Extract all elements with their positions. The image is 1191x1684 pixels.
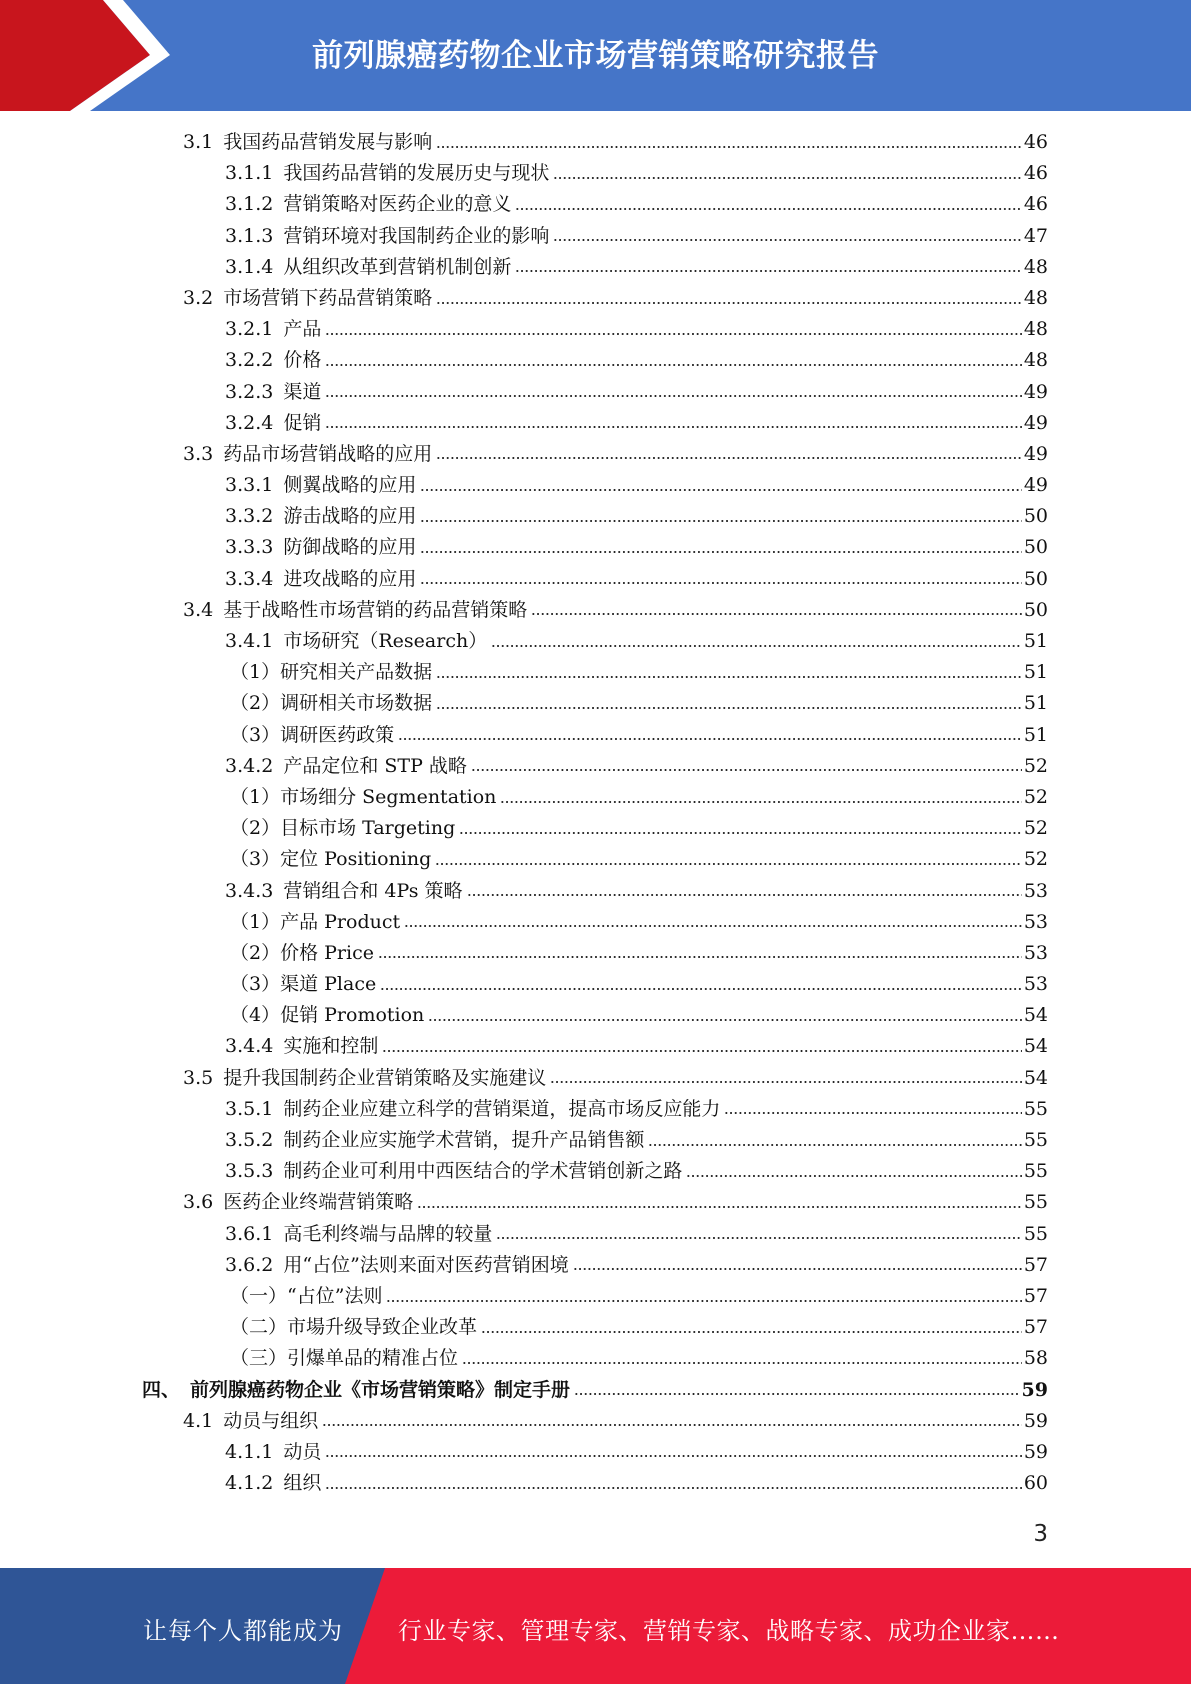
toc-entry-page: 51 [1023, 630, 1048, 652]
toc-entry-title: 用“占位”法则来面对医药营销困境 [283, 1253, 569, 1276]
toc-entry-number: 3.6 [183, 1191, 214, 1214]
toc-entry-title: 价格 [283, 349, 322, 372]
toc-entry-page: 54 [1023, 1035, 1048, 1058]
toc-dot-leader [325, 363, 1021, 367]
toc-dot-leader [500, 800, 1021, 804]
toc-entry[interactable] [0, 345, 1191, 376]
toc-entry-number: （4） [230, 1004, 281, 1027]
toc-entry-title: 从组织改革到营销机制创新 [283, 255, 512, 278]
toc-entry-number: 3.2.2 [225, 349, 274, 372]
toc-entry-number: 4.1 [183, 1409, 214, 1432]
toc-dot-leader [404, 924, 1022, 928]
toc-entry-number: 3.3.2 [225, 505, 274, 528]
toc-dot-leader [386, 1299, 1021, 1303]
toc-entry-page: 46 [1023, 162, 1048, 185]
toc-dot-leader [471, 768, 1022, 772]
toc-entry-title: 我国药品营销的发展历史与现状 [283, 162, 550, 185]
toc-entry-title: 营销环境对我国制药企业的影响 [283, 224, 550, 247]
toc-entry-page: 46 [1023, 193, 1048, 216]
toc-entry-number: 3.4.1 [225, 630, 274, 652]
toc-entry-page: 52 [1023, 754, 1048, 777]
toc-entry-number: 3.2 [183, 286, 214, 309]
toc-entry-title: 营销策略对医药企业的意义 [283, 193, 512, 216]
toc-entry-title: 市场营销下药品营销策略 [223, 286, 433, 309]
toc-entry-number: 3.5.3 [225, 1160, 274, 1183]
toc-entry-title: 促销 Promotion [280, 1004, 425, 1027]
toc-entry-title: 前列腺癌药物企业《市场营销策略》制定手册 [190, 1378, 571, 1401]
toc-entry-title: 基于战略性市场营销的药品营销策略 [223, 598, 528, 621]
toc-dot-leader [553, 238, 1021, 242]
toc-dot-leader [417, 1205, 1022, 1209]
toc-entry-title: 药品市场营销战略的应用 [223, 442, 433, 465]
toc-entry[interactable] [0, 158, 1191, 189]
toc-dot-leader [459, 831, 1022, 835]
toc-entry-page: 59 [1023, 1409, 1048, 1432]
toc-entry[interactable] [0, 1000, 1191, 1031]
toc-entry-number: 3.3.3 [225, 536, 274, 559]
toc-entry-page: 51 [1023, 723, 1048, 746]
toc-entry[interactable] [0, 907, 1191, 938]
toc-dot-leader [322, 1423, 1022, 1427]
toc-entry-page: 52 [1023, 848, 1048, 871]
toc-entry-number: 4.1.1 [225, 1440, 274, 1463]
toc-entry-number: 3.6.2 [225, 1253, 274, 1276]
toc-dot-leader [325, 1486, 1021, 1490]
toc-entry-title: 营销组合和 4Ps 策略 [283, 879, 463, 902]
toc-dot-leader [496, 1236, 1021, 1240]
toc-dot-leader [435, 862, 1022, 866]
toc-entry[interactable] [0, 1156, 1191, 1187]
toc-entry-page: 50 [1023, 536, 1048, 559]
toc-entry[interactable] [0, 408, 1191, 439]
toc-entry-number: 3.3 [183, 442, 214, 465]
toc-entry[interactable] [0, 876, 1191, 907]
toc-entry-number: （二） [230, 1316, 288, 1339]
toc-dot-leader [515, 269, 1021, 273]
toc-dot-leader [515, 207, 1021, 211]
toc-dot-leader [325, 332, 1021, 336]
toc-dot-leader [467, 893, 1022, 897]
toc-entry[interactable] [0, 751, 1191, 782]
toc-entry-number: 3.6.1 [225, 1222, 274, 1245]
toc-entry[interactable] [0, 969, 1191, 1000]
toc-entry-title: 价格 Price [280, 941, 374, 964]
toc-entry-page: 54 [1023, 1066, 1048, 1089]
toc-entry-page: 55 [1023, 1222, 1048, 1245]
toc-entry[interactable] [0, 314, 1191, 345]
toc-entry-title: 定位 Positioning [280, 848, 432, 871]
toc-entry-title: 市场细分 Segmentation [280, 785, 497, 808]
toc-entry[interactable] [0, 1187, 1191, 1218]
toc-entry-number: 3.1.1 [225, 162, 274, 185]
toc-entry[interactable] [0, 532, 1191, 563]
toc-entry[interactable] [0, 1063, 1191, 1094]
toc-entry-title: 促销 [283, 411, 322, 434]
toc-entry-number: （1） [230, 910, 281, 933]
toc-entry-title: 调研相关市场数据 [280, 692, 433, 715]
toc-dot-leader [531, 612, 1022, 616]
toc-entry-title: 防御战略的应用 [283, 536, 417, 559]
toc-entry[interactable] [0, 1312, 1191, 1343]
footer-slogan-right: 行业专家、管理专家、营销专家、战略专家、成功企业家…… [398, 1617, 1060, 1645]
toc-entry-title: 产品 [283, 318, 322, 341]
toc-entry-title: 市場升级导致企业改革 [287, 1316, 478, 1339]
toc-dot-leader [325, 1454, 1021, 1458]
toc-entry[interactable] [0, 1437, 1191, 1468]
toc-entry[interactable] [0, 564, 1191, 595]
footer-slogan-left: 让每个人都能成为 [143, 1617, 343, 1645]
toc-entry[interactable] [0, 252, 1191, 283]
toc-dot-leader [648, 1143, 1021, 1147]
toc-dot-leader [553, 176, 1021, 180]
toc-entry-page: 49 [1023, 411, 1048, 434]
toc-entry-page: 55 [1023, 1097, 1048, 1120]
toc-entry-number: 3.4 [183, 598, 214, 621]
toc-entry-number: 3.1.4 [225, 255, 274, 278]
toc-entry-page: 59 [1021, 1378, 1048, 1401]
toc-entry-number: （3） [230, 848, 281, 871]
toc-entry[interactable] [0, 127, 1191, 158]
toc-entry[interactable] [0, 782, 1191, 813]
toc-entry-page: 57 [1023, 1284, 1048, 1307]
toc-dot-leader [462, 1361, 1022, 1365]
toc-entry[interactable] [0, 1281, 1191, 1312]
toc-entry[interactable] [0, 813, 1191, 844]
toc-entry-page: 53 [1023, 879, 1048, 902]
toc-entry[interactable] [0, 626, 1191, 657]
toc-entry-title: 渠道 Place [280, 973, 377, 996]
toc-dot-leader [574, 1392, 1020, 1396]
toc-entry[interactable] [0, 1375, 1191, 1406]
toc-entry-page: 46 [1023, 131, 1048, 153]
toc-entry-number: 4.1.2 [225, 1472, 274, 1495]
toc-entry-number: 3.5 [183, 1066, 214, 1089]
toc-entry-page: 55 [1023, 1160, 1048, 1183]
toc-entry-number: 3.1.3 [225, 224, 274, 247]
toc-entry-number: 3.1.2 [225, 193, 274, 216]
toc-entry-number: 3.3.4 [225, 567, 274, 590]
toc-entry-title: 制药企业可利用中西医结合的学术营销创新之路 [283, 1160, 683, 1183]
toc-entry-number: 3.1 [183, 131, 214, 153]
toc-entry[interactable] [0, 1125, 1191, 1156]
toc-entry-number: （3） [230, 723, 281, 746]
toc-entry[interactable] [0, 221, 1191, 252]
toc-entry-title: 进攻战略的应用 [283, 567, 417, 590]
toc-entry[interactable] [0, 1406, 1191, 1437]
toc-entry-title: 调研医药政策 [280, 723, 395, 746]
toc-entry[interactable] [0, 470, 1191, 501]
toc-entry-title: “占位”法则 [287, 1284, 383, 1307]
toc-dot-leader [428, 1018, 1022, 1022]
toc-entry[interactable] [0, 377, 1191, 408]
toc-entry-number: （一） [230, 1284, 288, 1307]
table-of-contents [0, 127, 1191, 1499]
toc-entry[interactable] [0, 657, 1191, 688]
toc-entry-number: （三） [230, 1347, 288, 1370]
toc-entry-page: 49 [1023, 474, 1048, 497]
toc-entry-number: （1） [230, 785, 281, 808]
toc-entry-page: 55 [1023, 1191, 1048, 1214]
toc-entry-title: 动员 [283, 1440, 322, 1463]
toc-entry-page: 50 [1023, 598, 1048, 621]
toc-dot-leader [325, 425, 1021, 429]
toc-entry[interactable] [0, 938, 1191, 969]
page-footer [0, 1568, 1191, 1684]
toc-entry[interactable] [0, 1343, 1191, 1374]
toc-entry-page: 48 [1023, 349, 1048, 372]
toc-entry-title: 我国药品营销发展与影响 [223, 131, 433, 153]
toc-dot-leader [436, 675, 1022, 679]
toc-entry-number: 3.2.1 [225, 318, 274, 341]
toc-entry-title: 实施和控制 [283, 1035, 379, 1058]
document-title: 前列腺癌药物企业市场营销策略研究报告 [312, 38, 879, 74]
toc-entry-number: 四、 [142, 1378, 181, 1401]
toc-dot-leader [420, 550, 1021, 554]
toc-entry-title: 制药企业应建立科学的营销渠道，提高市场反应能力 [283, 1097, 721, 1120]
toc-entry-title: 市场研究（Research） [283, 630, 488, 652]
toc-entry[interactable] [0, 688, 1191, 719]
toc-entry-page: 55 [1023, 1129, 1048, 1151]
toc-entry-number: （2） [230, 817, 281, 840]
toc-entry-page: 51 [1023, 692, 1048, 715]
toc-dot-leader [382, 1049, 1021, 1053]
toc-dot-leader [378, 955, 1022, 959]
toc-entry[interactable] [0, 720, 1191, 751]
toc-dot-leader [550, 1080, 1022, 1084]
toc-entry-page: 58 [1023, 1347, 1048, 1370]
toc-entry-page: 50 [1023, 567, 1048, 590]
toc-dot-leader [325, 394, 1021, 398]
toc-dot-leader [420, 488, 1021, 492]
toc-entry[interactable] [0, 1031, 1191, 1062]
toc-entry[interactable] [0, 595, 1191, 626]
toc-dot-leader [436, 145, 1022, 149]
toc-dot-leader [398, 737, 1022, 741]
toc-entry-page: 57 [1023, 1253, 1048, 1276]
toc-entry-title: 动员与组织 [223, 1409, 319, 1432]
toc-entry[interactable] [0, 1219, 1191, 1250]
toc-entry-title: 提升我国制药企业营销策略及实施建议 [223, 1066, 547, 1089]
toc-entry-number: 3.5.1 [225, 1097, 274, 1120]
toc-entry-number: （2） [230, 692, 281, 715]
toc-entry[interactable] [0, 844, 1191, 875]
toc-dot-leader [436, 301, 1022, 305]
toc-dot-leader [380, 987, 1022, 991]
toc-entry-title: 制药企业应实施学术营销，提升产品销售额 [283, 1129, 645, 1151]
toc-entry[interactable] [0, 439, 1191, 470]
toc-entry-number: 3.2.3 [225, 380, 274, 403]
toc-entry-page: 53 [1023, 973, 1048, 996]
toc-entry-number: 3.4.2 [225, 754, 274, 777]
toc-entry-title: 产品 Product [280, 910, 401, 933]
toc-entry-page: 48 [1023, 255, 1048, 278]
toc-dot-leader [491, 644, 1022, 648]
toc-entry-title: 侧翼战略的应用 [283, 474, 417, 497]
toc-entry-page: 59 [1023, 1440, 1048, 1463]
toc-entry-page: 49 [1023, 442, 1048, 465]
toc-entry-title: 高毛利终端与品牌的较量 [283, 1222, 493, 1245]
toc-dot-leader [686, 1174, 1021, 1178]
toc-entry-number: （1） [230, 661, 281, 684]
toc-entry[interactable] [0, 1250, 1191, 1281]
toc-entry[interactable] [0, 189, 1191, 220]
page-header [0, 0, 1191, 111]
toc-entry-number: 3.3.1 [225, 474, 274, 497]
toc-dot-leader [573, 1267, 1022, 1271]
toc-entry-page: 47 [1023, 224, 1048, 247]
toc-entry-page: 52 [1023, 817, 1048, 840]
toc-entry-page: 54 [1023, 1004, 1048, 1027]
toc-dot-leader [724, 1111, 1021, 1115]
toc-entry-title: 研究相关产品数据 [280, 661, 433, 684]
toc-entry-page: 53 [1023, 910, 1048, 933]
toc-entry-page: 53 [1023, 941, 1048, 964]
toc-dot-leader [436, 706, 1022, 710]
toc-entry-title: 产品定位和 STP 战略 [283, 754, 467, 777]
toc-entry-number: 3.2.4 [225, 411, 274, 434]
toc-entry-page: 52 [1023, 785, 1048, 808]
toc-dot-leader [436, 456, 1022, 460]
toc-entry[interactable] [0, 1094, 1191, 1125]
toc-entry-number: （3） [230, 973, 281, 996]
toc-entry-title: 引爆单品的精准占位 [287, 1347, 459, 1370]
toc-dot-leader [420, 581, 1021, 585]
toc-dot-leader [420, 519, 1021, 523]
toc-entry-page: 50 [1023, 505, 1048, 528]
toc-entry-number: （2） [230, 941, 281, 964]
toc-entry[interactable] [0, 1468, 1191, 1499]
toc-entry-page: 60 [1023, 1472, 1048, 1495]
toc-entry-number: 3.4.3 [225, 879, 274, 902]
toc-entry-number: 3.5.2 [225, 1129, 274, 1151]
toc-entry-number: 3.4.4 [225, 1035, 274, 1058]
toc-entry-page: 48 [1023, 318, 1048, 341]
toc-entry-title: 目标市场 Targeting [280, 817, 456, 840]
toc-entry-page: 48 [1023, 286, 1048, 309]
page-number: 3 [1033, 1521, 1048, 1547]
toc-entry-title: 游击战略的应用 [283, 505, 417, 528]
toc-entry-page: 51 [1023, 661, 1048, 684]
toc-entry[interactable] [0, 501, 1191, 532]
toc-entry-title: 组织 [283, 1472, 322, 1495]
toc-entry-page: 57 [1023, 1316, 1048, 1339]
toc-entry-title: 渠道 [283, 380, 322, 403]
toc-dot-leader [481, 1330, 1022, 1334]
toc-entry[interactable] [0, 283, 1191, 314]
toc-entry-title: 医药企业终端营销策略 [223, 1191, 414, 1214]
toc-entry-page: 49 [1023, 380, 1048, 403]
